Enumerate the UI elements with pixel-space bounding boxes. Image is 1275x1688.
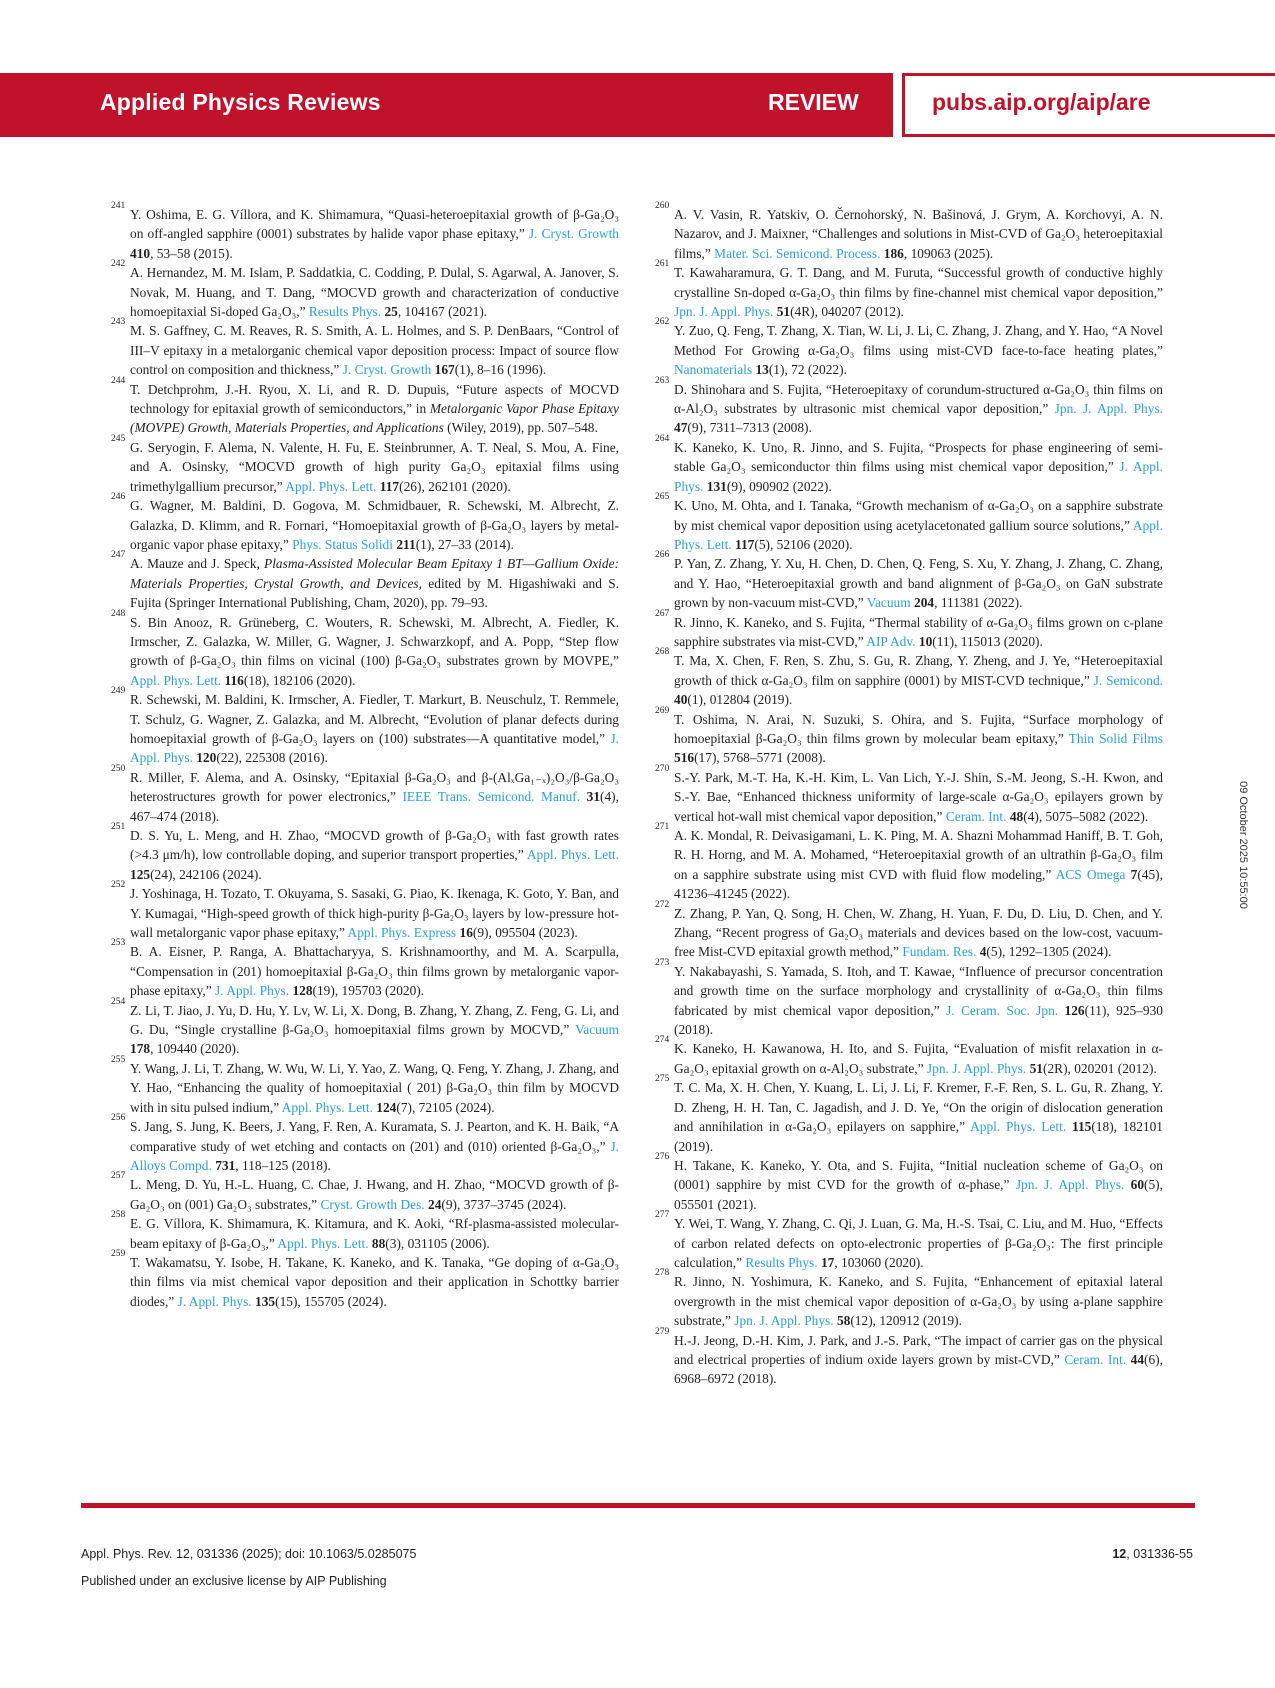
reference-number: 270 [655,763,670,774]
reference-text: (12), 120912 (2019). [850,1313,962,1329]
reference-number: 249 [111,686,126,697]
reference-number: 278 [655,1268,670,1279]
journal-link[interactable]: Fundam. Res. [902,944,977,960]
reference-number: 244 [111,375,126,386]
reference-item [655,1210,1163,1272]
reference-text: (7), 72105 (2024). [396,1099,495,1115]
volume-number: 120 [196,750,217,766]
volume-number: 125 [130,866,151,882]
reference-text: (17), 5768–5771 (2008). [694,750,826,766]
reference-text: (9), 7311–7313 (2008). [687,420,812,436]
reference-item [111,996,619,1059]
reference-text: (6), 6968–6972 (2018). [674,1351,1163,1387]
reference-text: J. Yoshinaga, H. Tozato, T. Okuyama, S. Sasaki, G. Piao, K. Ikenaga, K. Goto, Y. Ban, and Y. Kumagai, “High-speed growth of thick high-purity β-Ga₂O₃ layers by low-pressure hot-wall metalorganic vapor phase epitaxy,” [130,886,619,941]
reference-number: 241 [111,201,126,211]
journal-link[interactable]: Jpn. J. Appl. Phys. [926,1060,1027,1076]
reference-number: 277 [655,1210,670,1221]
journal-header-bar [0,73,893,137]
reference-text: (18), 182106 (2020). [243,672,356,688]
reference-item [111,201,619,263]
reference-text: A. V. Vasin, R. Yatskiv, O. Černohorský, N. Bašinová, J. Grym, A. Korchovyi, A. N. Nazarov, and J. Maixner, “Challenges and solutions in Mist-CVD of Ga₂O₃ heteroepitaxial films,” [674,207,1163,261]
reference-item [655,1035,1163,1078]
journal-link[interactable]: Jpn. J. Appl. Phys. [674,304,774,320]
reference-number: 254 [111,996,126,1007]
reference-text: K. Uno, M. Ohta, and I. Tanaka, “Growth mechanism of α-Ga₂O₃ on a sapphire substrate by mist chemical vapor deposition using acetylacetonated gallium source solutions,” [674,498,1163,533]
reference-text: (9), 095504 (2023). [472,925,578,941]
reference-item [655,957,1163,1040]
reference-text: (9), 3737–3745 (2024). [441,1196,567,1212]
reference-item [655,1268,1163,1330]
volume-number: 178 [130,1041,151,1057]
volume-number: 88 [371,1235,386,1251]
journal-link[interactable]: Appl. Phys. Lett. [281,1099,373,1115]
reference-text: , 104167 (2021). [397,304,488,320]
reference-item [655,1074,1163,1156]
reference-item [111,433,619,496]
reference-item [655,647,1163,709]
journal-link[interactable]: Jpn. J. Appl. Phys. [1015,1177,1125,1193]
reference-text: R. Miller, F. Alema, and A. Osinsky, “Epitaxial β-Ga₂O₃ and β-(AlₓGa₁₋ₓ)₂O₃/β-Ga₂O₃ heterostructures growth for power electronics,” [130,769,619,805]
reference-text: , 53–58 (2015). [150,245,233,261]
journal-link[interactable]: J. Cryst. Growth [528,226,619,242]
reference-item [655,608,1163,652]
reference-text: Y. Zuo, Q. Feng, T. Zhang, X. Tian, W. Li, J. Li, C. Zhang, J. Zhang, and Y. Hao, “A Novel Method For Growing α-Ga₂O₃ films using mist-CVD face-to-face heating plates,” [674,323,1163,358]
volume-number: 117 [735,536,755,552]
volume-number: 47 [674,420,688,436]
reference-item [111,1113,619,1175]
reference-text: T. Wakamatsu, Y. Isobe, H. Takane, K. Kaneko, and K. Tanaka, “Ge doping of α-Ga₂O₃ thin films via mist chemical vapor deposition and their application in Schottky barrier diodes,” [130,1254,619,1309]
reference-text: T. Kawaharamura, G. T. Dang, and M. Furuta, “Successful growth of conductive highly crystalline Sn-doped α-Ga₂O₃ thin films by fine-channel mist chemical vapor deposition,” [674,265,1163,300]
journal-link[interactable]: Appl. Phys. Express [347,925,457,941]
reference-text: D. Shinohara and S. Fujita, “Heteroepitaxy of corundum-structured α-Ga₂O₃ thin films on α-Al₂O₃ substrates by ultrasonic mist chemical vapor deposition,” [674,381,1163,417]
reference-text: Y. Nakabayashi, S. Yamada, S. Itoh, and T. Kawae, “Influence of precursor concentration and growth time on the surface morphology and crystallinity of α-Ga₂O₃ thin films fabricated by mist chemical vapor deposition,” [674,963,1163,1018]
reference-text: A. Mauze and J. Speck, [130,556,265,572]
reference-item [655,822,1163,904]
journal-link[interactable]: Phys. Status Solidi [292,536,393,552]
reference-item [655,763,1163,826]
volume-number: 51 [1029,1060,1043,1076]
journal-link[interactable]: Vacuum [866,595,911,611]
journal-link[interactable]: J. Ceram. Soc. Jpn. [946,1002,1059,1018]
reference-item [655,259,1163,321]
journal-link[interactable]: Results Phys. [308,304,382,320]
journal-link[interactable]: IEEE Trans. Semicond. Manuf. [402,789,581,805]
reference-item [111,686,619,768]
reference-number: 273 [655,957,670,968]
reference-item [655,705,1163,768]
volume-number: 17 [820,1254,835,1270]
volume-number: 131 [706,478,727,494]
reference-number: 267 [655,608,670,619]
journal-link[interactable]: J. Cryst. Growth [342,362,432,378]
reference-number: 260 [655,201,670,211]
reference-item [111,1171,619,1214]
references-left-column [111,201,620,1311]
reference-number: 248 [111,608,126,619]
volume-number: 60 [1130,1177,1145,1193]
reference-text: B. A. Eisner, P. Ranga, A. Bhattacharyya, S. Krishnamoorthy, and M. A. Scarpulla, “Compensation in (201) homoepitaxial β-Ga₂O₃ thin films grown by metalorganic vapor-phase epitaxy,” [130,944,619,999]
reference-text: S.-Y. Park, M.-T. Ha, K.-H. Kim, L. Van Lich, Y.-J. Shin, S.-M. Jeong, S.-H. Kwon, and S.-Y. Bae, “Enhanced thickness uniformity of large-scale α-Ga₂O₃ epilayers grown by vertical hot-wall mist chemical vapor deposition,” [674,769,1163,824]
reference-text: S. Bin Anooz, R. Grüneberg, C. Wouters, R. Schewski, M. Albrecht, A. Fiedler, K. Irmscher, Z. Galazka, W. Miller, G. Wagner, J. Schwarzkopf, and A. Popp, “Step flow growth of β-Ga₂O₃ thin films on vicinal (100) β-Ga₂O₃ substrates grown by MOVPE,” [130,614,619,669]
reference-number: 255 [111,1054,126,1065]
reference-text: R. Schewski, M. Baldini, K. Irmscher, A. Fiedler, T. Markurt, B. Neuschulz, T. Remmele, T. Schulz, G. Wagner, Z. Galazka, and M. Albrecht, “Evolution of planar defects during homoepitaxial growth of β-Ga₂O₃ layers on (100) substrates—A quantitative model,” [130,692,619,746]
reference-text: (24), 242106 (2024). [150,866,262,882]
reference-text: S. Jang, S. Jung, K. Beers, J. Yang, F. Ren, A. Kuramata, S. J. Pearton, and K. H. Baik, “A comparative study of wet etching and contacts on (201) and (010) oriented β-Ga₂O₃,” [130,1119,619,1154]
reference-text: Y. Wei, T. Wang, Y. Zhang, C. Qi, J. Luan, G. Ma, H.-S. Tsai, C. Liu, and M. Huo, “Effects of carbon related defects on opto-electronic properties of β-Ga₂O₃: The first principle calculation,” [674,1216,1163,1270]
reference-number: 272 [655,899,670,910]
reference-number: 262 [655,317,670,328]
reference-item [111,317,619,379]
reference-item [111,375,619,438]
book-title: Metalorganic Vapor Phase Epitaxy (MOVPE) Growth, Materials Properties, and Applications [130,401,619,436]
reference-text: (4), 467–474 (2018). [130,789,619,824]
journal-link[interactable]: J. Appl. Phys. [674,459,1163,494]
volume-number: 24 [428,1196,442,1212]
reference-item [111,822,619,884]
reference-text: (5), 055501 (2021). [674,1177,1163,1212]
reference-text: (22), 225308 (2016). [216,750,328,766]
journal-link[interactable]: Nanomaterials [674,362,753,378]
reference-text: (1), 27–33 (2014). [415,536,514,552]
volume-number: 167 [434,362,455,378]
journal-link[interactable]: J. Semicond. [1093,672,1163,688]
reference-text: (11), 925–930 (2018). [674,1002,1163,1038]
reference-number: 264 [655,433,670,444]
reference-item [655,317,1163,379]
reference-text: (Wiley, 2019), pp. 507–548. [443,420,598,436]
journal-link[interactable]: Jpn. J. Appl. Phys. [1054,401,1164,417]
reference-number: 247 [111,550,126,561]
reference-item [655,201,1163,263]
reference-number: 263 [655,375,670,386]
reference-text: Y. Oshima, E. G. Víllora, and K. Shimamura, “Quasi-heteroepitaxial growth of β-Ga₂O₃ on off-angled sapphire (0001) substrates by halide vapor phase epitaxy,” [130,207,619,242]
reference-text: (15), 155705 (2024). [275,1293,387,1309]
reference-text: edited by M. Higashiwaki and S. Fujita (Springer International Publishing, Cham, 2020), pp. 79–93. [130,575,619,611]
journal-link[interactable]: Thin Solid Films [1068,730,1163,746]
reference-number: 265 [655,492,670,503]
reference-number: 266 [655,550,670,561]
journal-link[interactable]: Appl. Phys. Lett. [285,478,377,494]
reference-text: D. S. Yu, L. Meng, and H. Zhao, “MOCVD growth of β-Ga₂O₃ with fast growth rates (>4.3 μm/h), low controllable doping, and superior transport properties,” [130,828,619,863]
volume-number: 731 [215,1157,236,1173]
reference-item [111,608,619,691]
reference-text: R. Jinno, N. Yoshimura, K. Kaneko, and S. Fujita, “Enhancement of epitaxial lateral overgrowth in the mist chemical vapor deposition of α-Ga₂O₃ by using a-plane sapphire substrate,” [674,1274,1163,1329]
reference-number: 261 [655,259,670,270]
reference-text: , 103060 (2020). [834,1254,924,1270]
reference-text: K. Kaneko, H. Kawanowa, H. Ito, and S. Fujita, “Evaluation of misfit relaxation in α-Ga₂O₃ epitaxial growth on α-Al₂O₃ substrate,” [674,1041,1163,1076]
reference-text: (11), 115013 (2020). [932,633,1043,649]
reference-text: G. Seryogin, F. Alema, N. Valente, H. Fu, E. Steinbrunner, A. T. Neal, S. Mou, A. Fine, and A. Osinsky, “MOCVD growth of high purity Ga₂O₃ epitaxial films using trimethylgallium precursor,” [130,439,619,494]
volume-number: 126 [1064,1002,1085,1018]
reference-number: 257 [111,1171,126,1182]
reference-number: 271 [655,822,670,832]
reference-number: 275 [655,1074,670,1085]
volume-number: 10 [918,633,933,649]
journal-link[interactable]: Results Phys. [745,1254,818,1270]
download-timestamp: 09 October 2025 10:55:00 [1237,781,1249,909]
footer-citation: Appl. Phys. Rev. 12, 031336 (2025); doi: 10.1063/5.0285075 [81,1547,417,1561]
volume-number: 124 [376,1099,397,1115]
reference-item [655,1151,1163,1214]
journal-link[interactable]: J. Alloys Compd. [130,1138,619,1173]
reference-text: (1), 72 (2022). [768,362,847,378]
reference-text: P. Yan, Z. Zhang, Y. Xu, H. Chen, D. Chen, Q. Feng, S. Xu, Y. Zhang, J. Zhang, C. Zhang, and Y. Hao, “Heteroepitaxial growth and band alignment of β-Ga₂O₃ on GaN substrate grown by non-vacuum mist-CVD,” [674,556,1163,611]
reference-number: 274 [655,1035,670,1046]
reference-item [111,492,619,554]
volume-number: 410 [130,245,151,261]
reference-text: L. Meng, D. Yu, H.-L. Huang, C. Chae, J. Hwang, and H. Zhao, “MOCVD growth of β-Ga₂O₃ on (001) Ga₂O₃ substrates,” [130,1177,619,1212]
references-right-column [655,201,1164,1389]
volume-number: 135 [255,1293,276,1309]
volume-number: 186 [883,245,904,261]
reference-text: T. C. Ma, X. H. Chen, Y. Kuang, L. Li, J. Li, F. Kremer, F.-F. Ren, S. L. Gu, R. Zhang, Y. D. Zheng, H. H. Tan, C. Jagadish, and J. D. Ye, “On the origin of dislocation generation and annihilation in α-Ga₂O₃ epilayers on sapphire,” [674,1080,1163,1135]
reference-text: , 109063 (2025). [903,245,994,261]
reference-item [111,880,619,942]
volume-number: 516 [674,750,695,766]
volume-number: 40 [674,692,688,708]
journal-url-link[interactable]: pubs.aip.org/aip/are [932,89,1151,115]
reference-number: 258 [111,1210,126,1221]
volume-number: 58 [836,1313,851,1329]
reference-number: 268 [655,647,670,658]
journal-link[interactable]: Appl. Phys. Lett. [674,517,1163,552]
reference-number: 253 [111,938,126,949]
volume-number: 25 [384,304,398,320]
volume-number: 128 [292,983,313,999]
journal-link[interactable]: ACS Omega [1055,866,1126,882]
reference-text: K. Kaneko, K. Uno, R. Jinno, and S. Fujita, “Prospects for phase engineering of semi-stable Ga₂O₃ semiconductor thin films using mist chemical vapor deposition,” [674,439,1163,475]
reference-text: (5), 1292–1305 (2024). [986,944,1112,960]
reference-text: H. Takane, K. Kaneko, Y. Ota, and S. Fujita, “Initial nucleation scheme of Ga₂O₃ on (0001) sapphire by mist CVD for the growth of α-phase,” [674,1157,1163,1193]
reference-text: G. Wagner, M. Baldini, D. Gogova, M. Schmidbauer, R. Schewski, M. Albrecht, Z. Galazka, D. Klimm, and R. Fornari, “Homoepitaxial growth of β-Ga₂O₃ layers by metal-organic vapor phase epitaxy,” [130,498,619,552]
reference-item [655,899,1163,962]
page-volume: 12 [1112,1547,1127,1561]
volume-number: 48 [1009,808,1024,824]
volume-number: 204 [914,595,935,611]
reference-item [111,1248,619,1311]
footer-divider [81,1503,1195,1508]
footer-license: Published under an exclusive license by AIP Publishing [81,1574,387,1588]
journal-link[interactable]: J. Appl. Phys. [215,983,290,999]
reference-number: 242 [111,259,126,270]
reference-text: , 109440 (2020). [150,1041,240,1057]
volume-number: 31 [586,789,601,805]
reference-number: 246 [111,492,126,503]
reference-text: (5), 52106 (2020). [754,536,853,552]
journal-link[interactable]: Ceram. Int. [945,808,1007,824]
journal-link[interactable]: AIP Adv. [866,633,916,649]
reference-text: (1), 8–16 (1996). [454,362,547,378]
article-type-label: REVIEW [768,89,859,115]
page-id: , 031336-55 [1126,1547,1193,1561]
reference-text: H.-J. Jeong, D.-H. Kim, J. Park, and J.-S. Park, “The impact of carrier gas on the physical and electrical properties of indium oxide layers grown by mist-CVD,” [674,1332,1163,1367]
reference-item [655,433,1163,496]
reference-number: 259 [111,1248,126,1259]
reference-number: 276 [655,1151,670,1162]
journal-link[interactable]: Ceram. Int. [1064,1351,1127,1367]
volume-number: 13 [755,362,769,378]
reference-item [111,1210,619,1253]
journal-link[interactable]: Jpn. J. Appl. Phys. [734,1313,834,1329]
reference-number: 279 [655,1326,670,1337]
reference-text: (3), 031105 (2006). [385,1235,490,1251]
reference-number: 245 [111,433,126,444]
reference-text: (9), 090902 (2022). [726,478,832,494]
reference-text: , 118–125 (2018). [235,1157,331,1173]
reference-item [111,763,619,826]
reference-text: (1), 012804 (2019). [687,692,793,708]
reference-text: (26), 262101 (2020). [399,478,511,494]
journal-link[interactable]: Appl. Phys. Lett. [277,1235,369,1251]
volume-number: 7 [1130,866,1138,882]
journal-link[interactable]: J. Appl. Phys. [130,730,619,766]
journal-link[interactable]: Appl. Phys. Lett. [526,847,619,863]
journal-link[interactable]: Cryst. Growth Des. [320,1196,425,1212]
reference-number: 269 [655,705,670,716]
reference-text: T. Oshima, N. Arai, N. Suzuki, S. Ohira, and S. Fujita, “Surface morphology of homoepitaxial β-Ga₂O₃ thin films grown by molecular beam epitaxy,” [674,711,1163,746]
volume-number: 44 [1130,1351,1145,1367]
reference-item [111,550,620,612]
reference-text: T. Ma, X. Chen, F. Ren, S. Zhu, S. Gu, R. Zhang, Y. Zheng, and J. Ye, “Heteroepitaxial growth of thick α-Ga₂O₃ film on sapphire (0001) by MIST-CVD technique,” [674,653,1163,688]
reference-text: (45), 41236–41245 (2022). [674,866,1163,902]
reference-item [655,492,1163,554]
reference-item [111,1054,619,1117]
volume-number: 4 [979,944,987,960]
volume-number: 211 [396,536,416,552]
reference-item [111,259,619,321]
reference-item [655,1326,1163,1389]
journal-url-box [902,73,1275,137]
reference-item [655,375,1164,438]
volume-number: 117 [379,478,400,494]
footer-page-number [1112,1547,1193,1561]
reference-text: , 111381 (2022). [934,595,1023,611]
reference-text: E. G. Víllora, K. Shimamura, K. Kitamura, and K. Aoki, “Rf-plasma-assisted molecular-beam epitaxy of β-Ga₂O₃,” [130,1216,619,1251]
reference-text: A. Hernandez, M. M. Islam, P. Saddatkia, C. Codding, P. Dulal, S. Agarwal, A. Janover, S. Novak, M. Huang, and T. Dang, “MOCVD growth and characterization of conductive homoepitaxial Si-doped Ga₂O₃,” [130,265,619,320]
reference-number: 251 [111,822,126,832]
reference-text: Y. Wang, J. Li, T. Zhang, W. Wu, W. Li, Y. Yao, Z. Wang, Q. Feng, Y. Zhang, J. Zhang, and Y. Hao, “Enhancing the quality of homoepitaxial ( 201) β-Ga₂O₃ thin film by MOCVD with in situ pulsed indium,” [130,1060,619,1115]
volume-number: 115 [1071,1119,1092,1135]
reference-number: 252 [111,880,126,891]
reference-text: R. Jinno, K. Kaneko, and S. Fujita, “Thermal stability of α-Ga₂O₃ films grown on c-plane sapphire substrates via mist-CVD,” [674,614,1163,649]
journal-link[interactable]: Appl. Phys. Lett. [130,672,222,688]
reference-text: (18), 182101 (2019). [674,1119,1163,1154]
reference-text: (19), 195703 (2020). [312,983,425,999]
reference-item [655,550,1163,612]
reference-text: T. Detchprohm, J.-H. Ryou, X. Li, and R. D. Dupuis, “Future aspects of MOCVD technology for epitaxial growth of semiconductors,” in [130,381,619,417]
journal-link[interactable]: Vacuum [575,1022,619,1038]
reference-item [111,938,619,1000]
reference-number: 250 [111,763,126,774]
reference-text: (2R), 020201 (2012). [1043,1060,1157,1076]
reference-number: 256 [111,1113,126,1124]
volume-number: 51 [776,304,791,320]
journal-title: Applied Physics Reviews [100,89,381,115]
reference-text: Z. Zhang, P. Yan, Q. Song, H. Chen, W. Zhang, H. Yuan, F. Du, D. Liu, D. Chen, and Y. Zhang, “Recent progress of Ga₂O₃ materials and devices based on the low-cost, vacuum-free Mist-CVD epitaxial growth method,” [674,905,1163,960]
reference-text: (4R), 040207 (2012). [790,304,904,320]
reference-text: M. S. Gaffney, C. M. Reaves, R. S. Smith, A. L. Holmes, and S. P. DenBaars, “Control of III–V epitaxy in a metalorganic chemical vapor deposition process: Impact of source flow control on composition and thickness,” [130,323,619,378]
journal-link[interactable]: Appl. Phys. Lett. [970,1119,1067,1135]
reference-text: Z. Li, T. Jiao, J. Yu, D. Hu, Y. Lv, W. Li, X. Dong, B. Zhang, Y. Zhang, Z. Feng, G. Li, and G. Du, “Single crystalline β-Ga₂O₃ homoepitaxial films grown by MOCVD,” [130,1002,619,1038]
journal-link[interactable]: J. Appl. Phys. [177,1293,252,1309]
reference-text: (4), 5075–5082 (2022). [1023,808,1149,824]
reference-text: A. K. Mondal, R. Deivasigamani, L. K. Ping, M. A. Shazni Mohammad Haniff, B. T. Goh, R. H. Horng, and M. A. Mohamed, “Heteroepitaxial growth of an ultrathin β-Ga₂O₃ film on a sapphire substrate using mist CVD with fluid flow modeling,” [674,828,1163,882]
book-title: Plasma-Assisted Molecular Beam Epitaxy 1 BT—Gallium Oxide: Materials Properties, Crystal Growth, and Devices, [130,556,620,591]
reference-number: 243 [111,317,126,328]
volume-number: 16 [459,925,473,941]
volume-number: 116 [224,672,244,688]
journal-link[interactable]: Mater. Sci. Semicond. Process. [714,245,881,261]
